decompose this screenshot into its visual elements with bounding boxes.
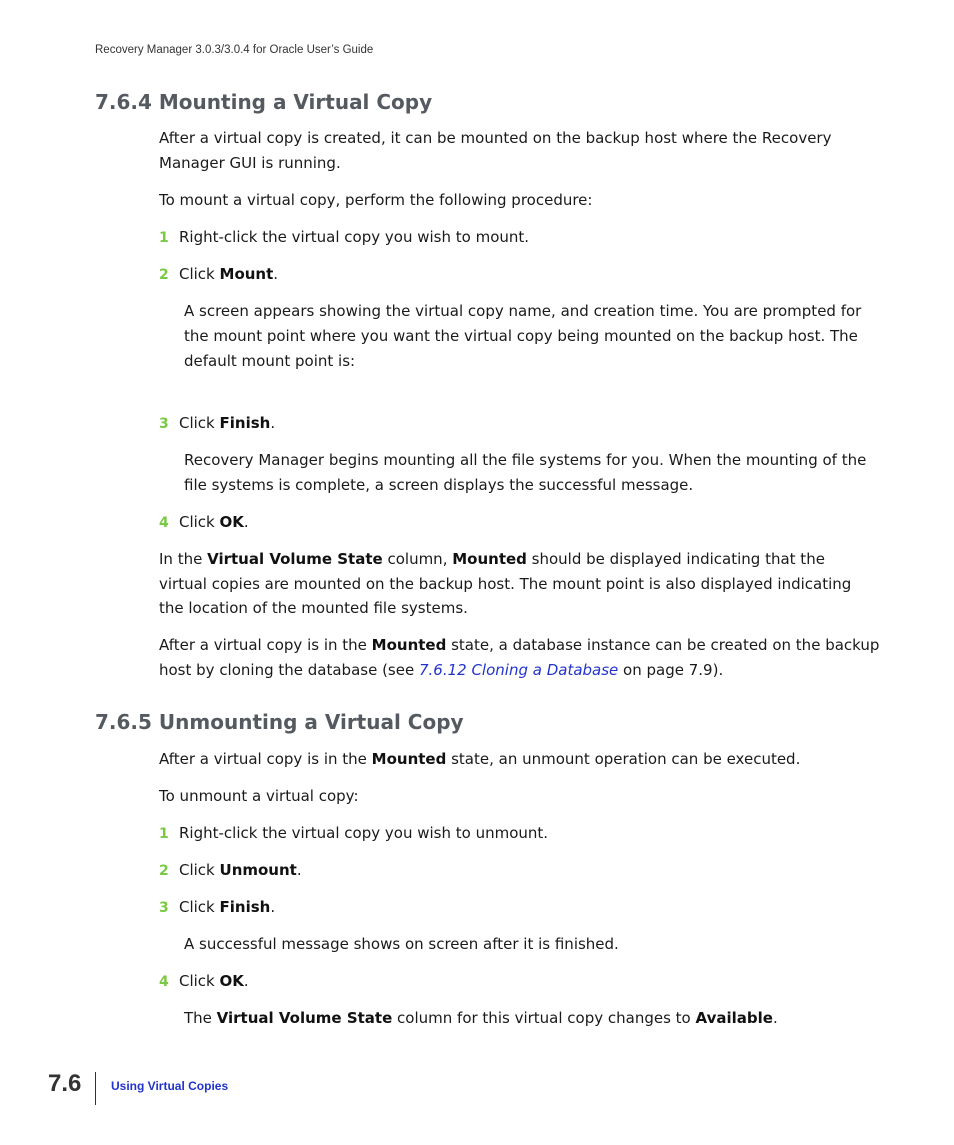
procedure-intro: To mount a virtual copy, perform the following procedure:: [159, 191, 593, 209]
unmount-step-4: [159, 969, 249, 995]
text-run: After a virtual copy is in the: [159, 750, 372, 768]
cross-reference-link[interactable]: 7.6.12 Cloning a Database: [418, 661, 619, 679]
bold-term: Available: [695, 1009, 773, 1027]
step-text: Click: [179, 972, 220, 990]
text-run: column,: [382, 550, 453, 568]
clone-paragraph-line-1: [159, 633, 879, 658]
intro-line-1: After a virtual copy is created, it can be mounted on the backup host where the Recovery: [159, 129, 832, 147]
step-text-end: .: [273, 265, 279, 283]
step-text: Click: [179, 414, 220, 432]
text-run: In the: [159, 550, 208, 568]
step-text: Click: [179, 898, 220, 916]
step-number: 1: [159, 230, 169, 246]
footer-divider: [95, 1072, 96, 1105]
step-text-end: .: [243, 513, 249, 531]
step-command: Mount: [219, 265, 274, 283]
section-heading-7-6-5: 7.6.5 Unmounting a Virtual Copy: [95, 710, 464, 734]
bold-term: Mounted: [371, 636, 447, 654]
step-command: Unmount: [219, 861, 297, 879]
step-number: 3: [159, 900, 169, 916]
step3-detail-line-1: Recovery Manager begins mounting all the file systems for you. When the mounting of the: [184, 451, 867, 469]
text-run: After a virtual copy is in the: [159, 636, 372, 654]
mount-step-2: [159, 262, 278, 288]
footer-section-label: Using Virtual Copies: [111, 1079, 229, 1093]
step-text-end: .: [296, 861, 302, 879]
text-run: on page 7.9).: [618, 661, 724, 679]
step2-detail-line-3: default mount point is:: [184, 352, 356, 370]
text-run: state, an unmount operation can be executed.: [446, 750, 801, 768]
step-text-end: .: [243, 972, 249, 990]
mount-step-4: [159, 510, 249, 536]
step-command: Finish: [219, 414, 271, 432]
mount-step-1: [159, 225, 529, 251]
text-run: The: [184, 1009, 217, 1027]
mount-step-3: [159, 411, 275, 437]
step-text-end: .: [270, 898, 276, 916]
step-number: 4: [159, 974, 169, 990]
running-head: Recovery Manager 3.0.3/3.0.4 for Oracle User’s Guide: [95, 44, 374, 56]
step-text: Click: [179, 513, 220, 531]
step-number: 1: [159, 826, 169, 842]
step-command: OK: [219, 972, 244, 990]
unmount-step-1: [159, 821, 548, 847]
text-run: host by cloning the database (see: [159, 661, 419, 679]
bold-term: Virtual Volume State: [216, 1009, 393, 1027]
step-number: 3: [159, 416, 169, 432]
bold-term: Mounted: [371, 750, 447, 768]
step-number: 4: [159, 515, 169, 531]
clone-paragraph-line-2: [159, 658, 723, 683]
unmount-step-3: [159, 895, 275, 921]
step-command: Finish: [219, 898, 271, 916]
text-run: .: [772, 1009, 778, 1027]
unmount-step-2: [159, 858, 302, 884]
state-paragraph-line-2: virtual copies are mounted on the backup host. The mount point is also displayed indicating: [159, 575, 852, 593]
step-number: 2: [159, 267, 169, 283]
bold-term: Mounted: [452, 550, 527, 568]
state-paragraph-line-1: [159, 547, 825, 572]
step-command: OK: [219, 513, 244, 531]
unmount-intro: [159, 747, 800, 772]
step-text: Click: [179, 265, 220, 283]
step-text: Click: [179, 861, 220, 879]
text-run: should be displayed indicating that the: [526, 550, 825, 568]
text-run: state, a database instance can be created on the backup: [446, 636, 880, 654]
bold-term: Virtual Volume State: [207, 550, 383, 568]
unmount-step3-detail: A successful message shows on screen after it is finished.: [184, 935, 619, 953]
unmount-step4-detail: [184, 1006, 778, 1031]
step-text-end: .: [270, 414, 276, 432]
section-heading-7-6-4: 7.6.4 Mounting a Virtual Copy: [95, 90, 433, 114]
step-text: Right-click the virtual copy you wish to unmount.: [179, 824, 549, 842]
intro-line-2: Manager GUI is running.: [159, 154, 341, 172]
step2-detail-line-2: the mount point where you want the virtual copy being mounted on the backup host. The: [184, 327, 858, 345]
page-number: 7.6: [48, 1070, 82, 1097]
step2-detail-line-1: A screen appears showing the virtual copy name, and creation time. You are prompted for: [184, 302, 862, 320]
step-text: Right-click the virtual copy you wish to mount.: [179, 228, 530, 246]
unmount-procedure-intro: To unmount a virtual copy:: [159, 787, 359, 805]
text-run: column for this virtual copy changes to: [392, 1009, 696, 1027]
step-number: 2: [159, 863, 169, 879]
step3-detail-line-2: file systems is complete, a screen displays the successful message.: [184, 476, 694, 494]
state-paragraph-line-3: the location of the mounted file systems.: [159, 599, 468, 617]
